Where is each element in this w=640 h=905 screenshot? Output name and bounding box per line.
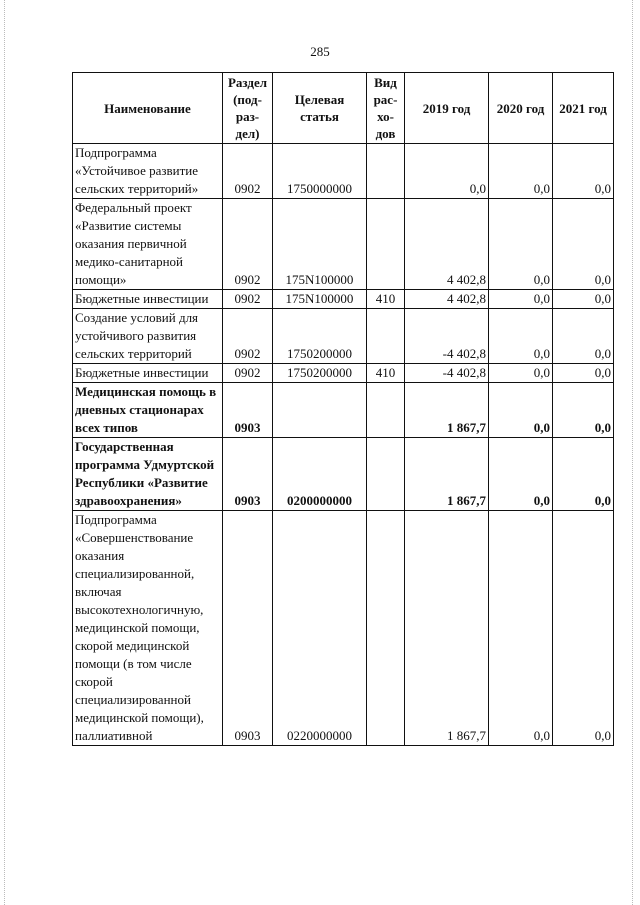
cell-2019: 1 867,7: [405, 383, 489, 438]
table-row: [73, 199, 614, 290]
cell-2020: 0,0: [489, 383, 553, 438]
table-row: [73, 383, 614, 438]
header-kind: Вид рас-хо-дов: [367, 73, 405, 144]
cell-kind: [367, 438, 405, 511]
budget-table: [72, 72, 614, 746]
cell-2020: 0,0: [489, 364, 553, 383]
cell-article: [273, 383, 367, 438]
cell-2021: 0,0: [553, 199, 614, 290]
table-row: [73, 438, 614, 511]
cell-article: 175N100000: [273, 199, 367, 290]
cell-name: Медицинская помощь в дневных стационарах всех типов: [73, 383, 223, 438]
cell-article: 1750200000: [273, 309, 367, 364]
cell-kind: [367, 309, 405, 364]
cell-kind: [367, 511, 405, 746]
cell-2021: 0,0: [553, 383, 614, 438]
header-2020: 2020 год: [489, 73, 553, 144]
cell-2021: 0,0: [553, 309, 614, 364]
cell-name: Государственная программа Удмуртской Республики «Развитие здравоохранения»: [73, 438, 223, 511]
cell-2019: 1 867,7: [405, 438, 489, 511]
cell-kind: 410: [367, 364, 405, 383]
cell-article: 1750000000: [273, 144, 367, 199]
cell-2020: 0,0: [489, 438, 553, 511]
cell-2020: 0,0: [489, 309, 553, 364]
table-row: [73, 309, 614, 364]
cell-2020: 0,0: [489, 511, 553, 746]
cell-2021: 0,0: [553, 511, 614, 746]
cell-section: 0902: [223, 199, 273, 290]
header-2021: 2021 год: [553, 73, 614, 144]
cell-article: 175N100000: [273, 290, 367, 309]
table-row: [73, 290, 614, 309]
header-2019: 2019 год: [405, 73, 489, 144]
cell-2019: 1 867,7: [405, 511, 489, 746]
table-row: [73, 364, 614, 383]
cell-section: 0903: [223, 383, 273, 438]
cell-2020: 0,0: [489, 290, 553, 309]
cell-2021: 0,0: [553, 438, 614, 511]
cell-section: 0902: [223, 364, 273, 383]
cell-section: 0903: [223, 438, 273, 511]
cell-2019: 4 402,8: [405, 199, 489, 290]
table-row: [73, 144, 614, 199]
cell-name: Создание условий для устойчивого развития сельских территорий: [73, 309, 223, 364]
right-margin-line: [632, 0, 634, 905]
cell-2019: -4 402,8: [405, 364, 489, 383]
cell-kind: [367, 199, 405, 290]
left-margin-line: [4, 0, 6, 905]
cell-article: 0200000000: [273, 438, 367, 511]
cell-name: Подпрограмма «Устойчивое развитие сельских территорий»: [73, 144, 223, 199]
table-row: [73, 511, 614, 746]
table-header-row: [73, 73, 614, 144]
cell-name: Бюджетные инвестиции: [73, 364, 223, 383]
header-section: Раздел (под-раз-дел): [223, 73, 273, 144]
cell-name: Подпрограмма «Совершенствование оказания специализированной, включая высокотехнологичную, медицинской помощи, скорой медицинской помощи (в том числе скорой специализированной медицинской помощи), паллиативной: [73, 511, 223, 746]
cell-2019: -4 402,8: [405, 309, 489, 364]
cell-article: 0220000000: [273, 511, 367, 746]
header-name: Наименование: [73, 73, 223, 144]
cell-2020: 0,0: [489, 144, 553, 199]
cell-2019: 4 402,8: [405, 290, 489, 309]
header-article: Целевая статья: [273, 73, 367, 144]
cell-2020: 0,0: [489, 199, 553, 290]
page-number: 285: [310, 44, 330, 59]
cell-name: Бюджетные инвестиции: [73, 290, 223, 309]
table-body: [73, 144, 614, 746]
cell-2021: 0,0: [553, 144, 614, 199]
cell-2019: 0,0: [405, 144, 489, 199]
cell-section: 0902: [223, 290, 273, 309]
cell-2021: 0,0: [553, 364, 614, 383]
cell-section: 0903: [223, 511, 273, 746]
cell-name: Федеральный проект «Развитие системы оказания первичной медико-санитарной помощи»: [73, 199, 223, 290]
cell-kind: 410: [367, 290, 405, 309]
cell-article: 1750200000: [273, 364, 367, 383]
cell-section: 0902: [223, 309, 273, 364]
cell-2021: 0,0: [553, 290, 614, 309]
cell-section: 0902: [223, 144, 273, 199]
cell-kind: [367, 144, 405, 199]
cell-kind: [367, 383, 405, 438]
